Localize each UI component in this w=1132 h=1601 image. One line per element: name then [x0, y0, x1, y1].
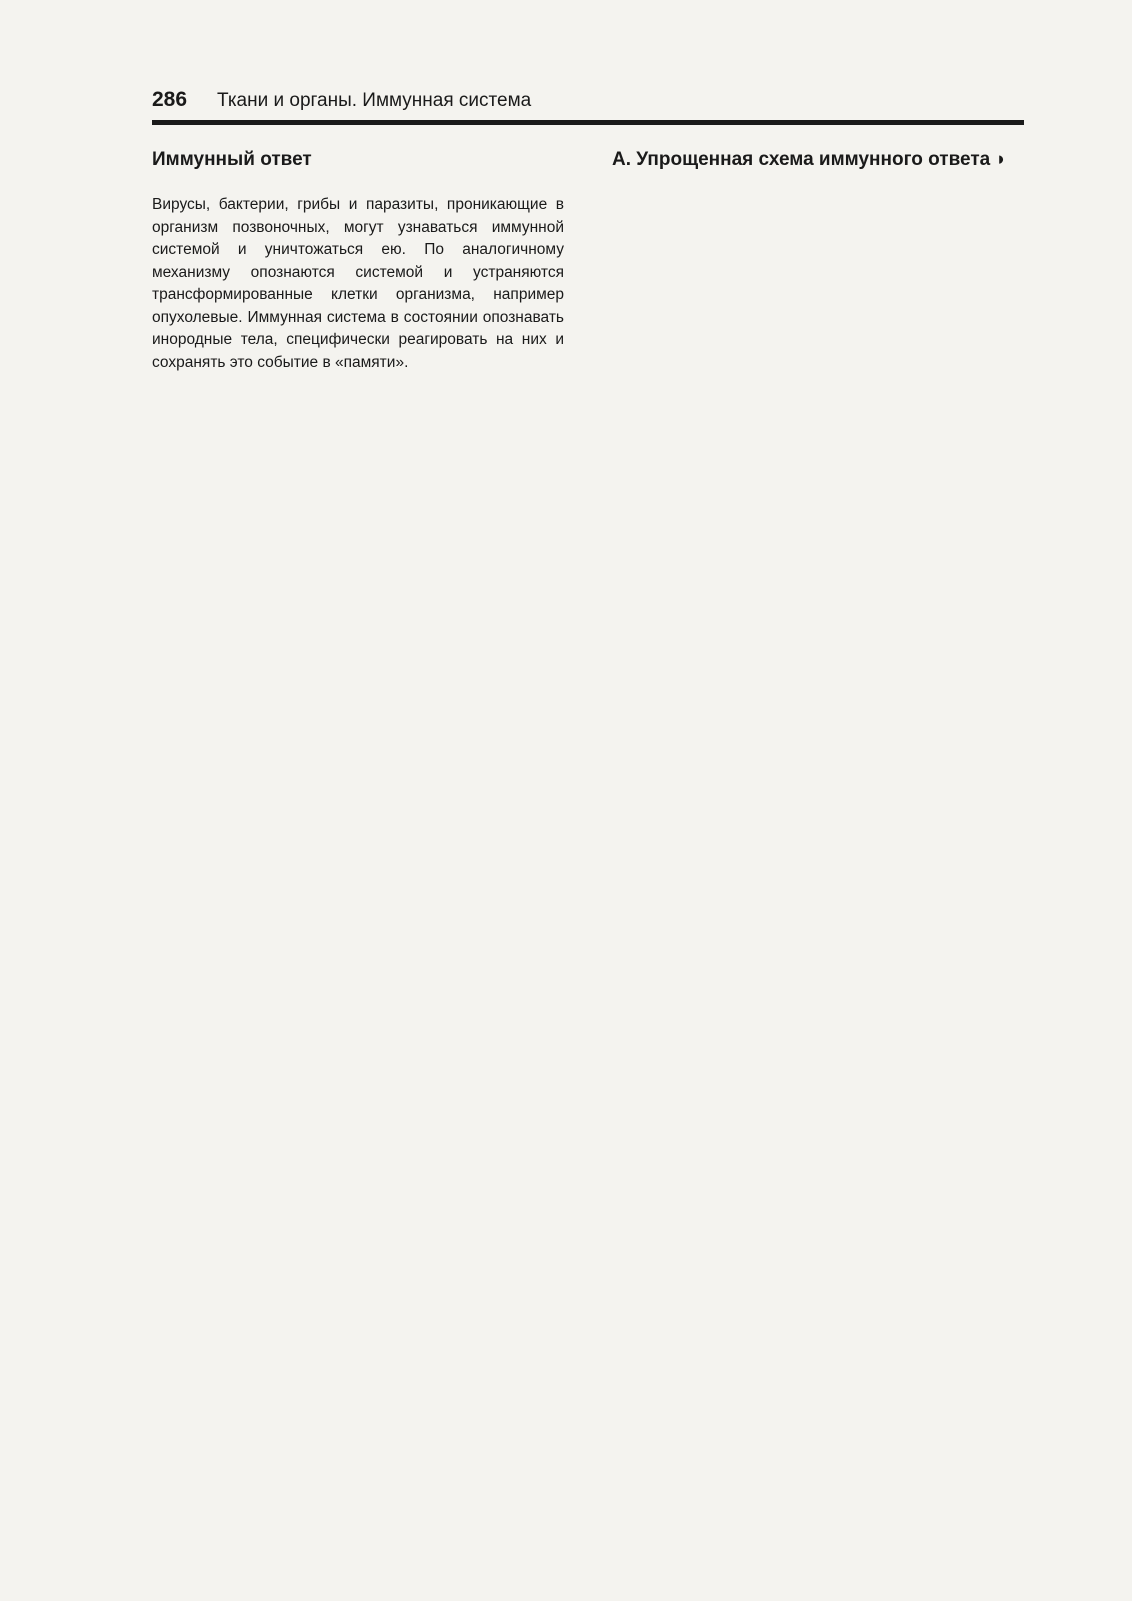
paragraph: Вирусы, бактерии, грибы и паразиты, проникающие в организм позвоночных, могут узнаваться иммунной системой и уничтожаться ею. По аналогичному механизму опознаются системой и устраняются трансформированные клетки организма, например опухолевые. Иммунная система в состоянии опознавать инородные тела, специфически реагировать на них и сохранять это событие в «памяти».	[152, 196, 564, 371]
section-heading: Иммунный ответ	[152, 149, 312, 170]
right-column	[612, 148, 1024, 194]
left-column	[152, 148, 564, 374]
page-number: 286	[152, 88, 188, 111]
page-header	[152, 88, 1024, 125]
running-title: Ткани и органы. Иммунная система	[217, 90, 532, 111]
figure-caption-heading: А. Упрощенная схема иммунного ответа ◗	[612, 149, 1007, 170]
